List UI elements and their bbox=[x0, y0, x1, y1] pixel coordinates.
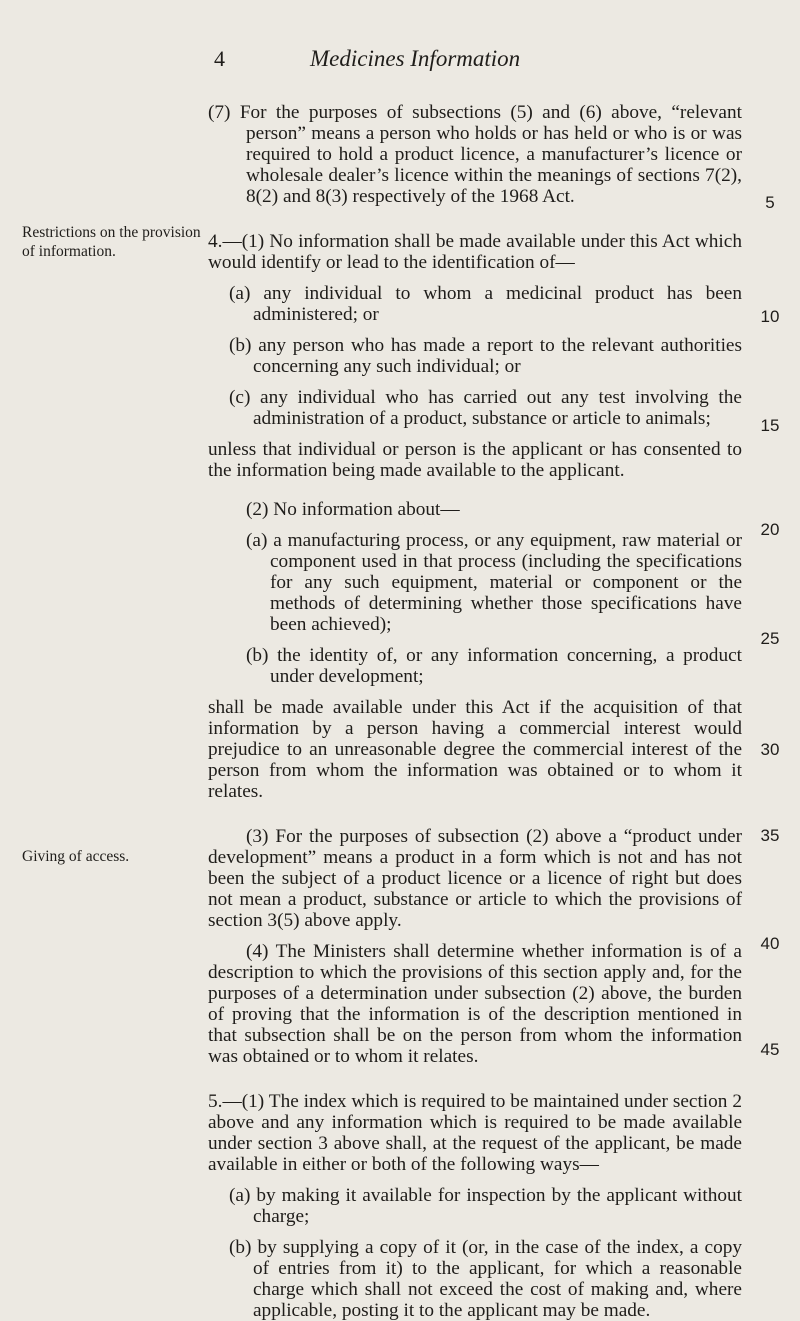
line-number: 40 bbox=[760, 934, 780, 953]
paragraph-s4-1-c: (c) any individual who has carried out any test involving the administration of a product, substance or article to animals; bbox=[229, 387, 742, 429]
paragraph-s5-1: 5.—(1) The index which is required to be maintained under section 2 above and any information which is required to be made available under section 3 above shall, at the request of the applicant, be made available in either or both of the following ways— bbox=[208, 1091, 742, 1175]
line-number: 10 bbox=[760, 307, 780, 326]
line-number: 15 bbox=[760, 416, 780, 435]
line-number: 5 bbox=[765, 193, 775, 212]
paragraph-s4-1-b: (b) any person who has made a report to the relevant authorities concerning any such individual; or bbox=[229, 335, 742, 377]
page-header bbox=[214, 46, 734, 78]
line-number: 45 bbox=[760, 1040, 780, 1059]
line-number: 35 bbox=[760, 826, 780, 845]
line-number: 30 bbox=[760, 740, 780, 759]
margin-note-access: Giving of access. bbox=[22, 848, 130, 865]
paragraph-s4-2-tail: shall be made available under this Act if the acquisition of that information by a person having a commercial interest would prejudice to an unreasonable degree the commercial interest of the person from whom the information was obtained or to whom it relates. bbox=[208, 697, 742, 802]
paragraph-s5-1-b: (b) by supplying a copy of it (or, in the case of the index, a copy of entries from it) to the applicant, for which a reasonable charge which shall not exceed the cost of making and, where applicable, posting it to the applicant may be made. bbox=[229, 1237, 742, 1321]
line-number: 25 bbox=[760, 629, 780, 648]
line-number: 20 bbox=[760, 520, 780, 539]
paragraph-s4-1-tail: unless that individual or person is the applicant or has consented to the information being made available to the applicant. bbox=[208, 439, 742, 481]
paragraph-s4-2-b: (b) the identity of, or any information concerning, a product under development; bbox=[246, 645, 742, 687]
paragraph-s4-3: (3) For the purposes of subsection (2) above a “product under development” means a product in a form which is not and has not been the subject of a product licence or a licence of right but does not mean a product, substance or article to which the provisions of section 3(5) above apply. bbox=[208, 826, 742, 931]
paragraph-s4-1-a: (a) any individual to whom a medicinal product has been administered; or bbox=[229, 283, 742, 325]
page-number: 4 bbox=[214, 46, 225, 71]
body-text bbox=[208, 102, 742, 1321]
running-title: Medicines Information bbox=[310, 46, 521, 71]
paragraph-s4-4: (4) The Ministers shall determine whether information is of a description to which the provisions of this section apply and, for the purposes of a determination under subsection (2) above, the burden of proving that the information is of the description mentioned in that subsection shall be on the person from whom the information was obtained or to whom it relates. bbox=[208, 941, 742, 1067]
paragraph-s4-2: (2) No information about— bbox=[246, 499, 460, 520]
paragraph-s5-1-a: (a) by making it available for inspection by the applicant without charge; bbox=[229, 1185, 742, 1227]
margin-note-restrictions: Restrictions on the provision of information. bbox=[22, 224, 201, 260]
paragraph-s4-1: 4.—(1) No information shall be made available under this Act which would identify or lead to the identification of— bbox=[208, 231, 742, 273]
paragraph-s4-2-a: (a) a manufacturing process, or any equipment, raw material or component used in that process (including the specifications for any such equipment, material or component or the methods of determining whether those specifications have been achieved); bbox=[246, 530, 742, 635]
paragraph-s3-7: (7) For the purposes of subsections (5) and (6) above, “relevant person” means a person who holds or has held or who is or was required to hold a product licence, a manufacturer’s licence or wholesale dealer’s licence within the meanings of sections 7(2), 8(2) and 8(3) respectively of the 1968 Act. bbox=[208, 102, 742, 207]
